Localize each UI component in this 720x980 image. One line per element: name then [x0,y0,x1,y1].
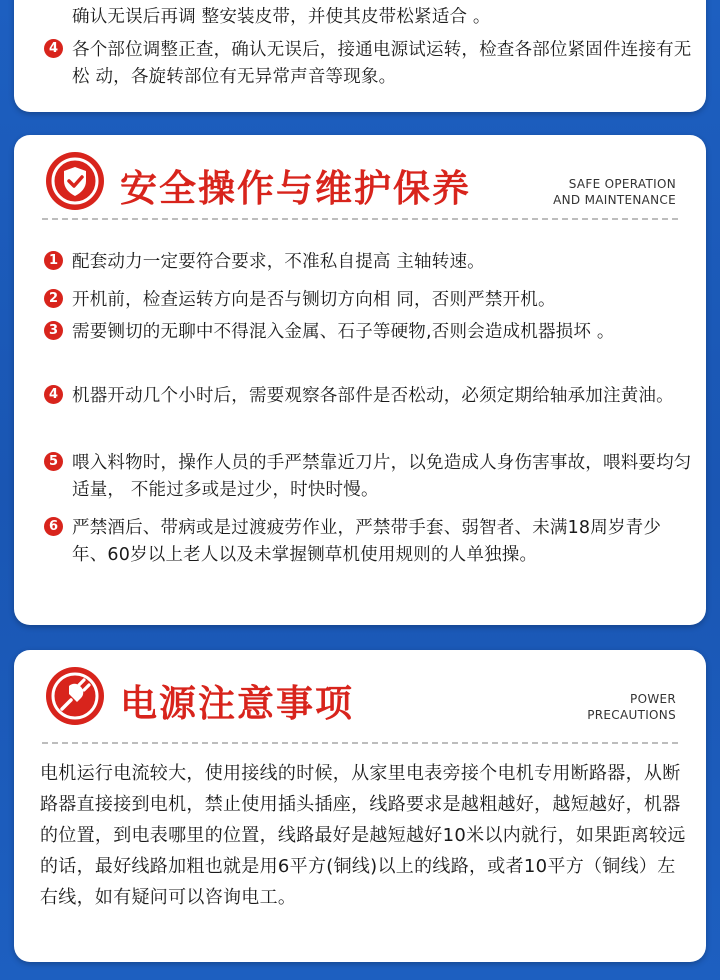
section-title: 安全操作与维护保养 [120,167,471,210]
subtitle-line-2: PRECAUTIONS [587,708,676,722]
section-subtitle-en [553,176,676,208]
item-text: 机器开动几个小时后，需要观察各部件是否松动，必须定期给轴承加注黄油。 [72,386,674,406]
item-number-badge: 4 [44,385,63,404]
item-number-badge: 1 [44,251,63,270]
subtitle-line-1: SAFE OPERATION [568,177,676,191]
power-precautions-text: 电机运行电流较大，使用接线的时候，从家里电表旁接个电机专用断路器，从断路器直接接到电机，禁止使用插头插座，线路要求是越粗越好，越短越好，机器的位置，到电表哪里的位置，线路最好是越短越好10米以内就行，如果距离较远的话，最好线路加粗也就是用6平方(铜线)以上的线路，或者10平方（铜线）左右线，如有疑问可以咨询电工。 [40,763,686,908]
item-text: 开机前，检查运转方向是否与铡切方向相 同，否则严禁开机。 [72,290,556,310]
item-text: 需要铡切的无聊中不得混入金属、石子等硬物,否则会造成机器损坏 。 [72,322,615,342]
item-text: 严禁酒后、带病或是过渡疲劳作业，严禁带手套、弱智者、未满18周岁青少年、60岁以上老人以及未掌握铡草机使用规则的人单独操。 [72,518,662,565]
item-number-badge: 5 [44,452,63,471]
item-text: 配套动力一定要符合要求，不准私自提高 主轴转速。 [72,252,485,272]
power-precautions-card [14,650,706,962]
section-divider [42,218,678,220]
item-text: 喂入料物时，操作人员的手严禁靠近刀片，以免造成人身伤害事故，喂料要均匀适量， 不能过多或是过少，时快时慢。 [72,453,692,500]
item-number-badge: 4 [44,39,63,58]
subtitle-line-2: AND MAINTENANCE [553,193,676,207]
power-plug-icon [46,667,104,725]
safety-item-6 [44,515,694,569]
item-number-badge: 6 [44,517,63,536]
shield-check-icon [46,152,104,210]
safety-operation-card [14,135,706,625]
subtitle-line-1: POWER [630,692,676,706]
safety-item-3 [44,319,694,346]
item-3-tail-text: 确认无误后再调 整安装皮带，并使其皮带松紧适合 。 [72,7,491,27]
item-number-badge: 2 [44,289,63,308]
safety-item-1 [44,249,694,276]
item-number-badge: 3 [44,321,63,340]
install-item-4 [44,37,694,91]
safety-item-4 [44,383,694,410]
section-subtitle-en [587,691,676,723]
safety-item-5 [44,450,694,504]
section-title: 电源注意事项 [120,682,354,725]
item-text: 各个部位调整正查，确认无误后，接通电源试运转，检查各部位紧固件连接有无松 动，各旋转部位有无异常声音等现象。 [72,40,692,87]
section-divider [42,742,678,744]
install-steps-card [14,0,706,112]
safety-item-2 [44,287,694,314]
